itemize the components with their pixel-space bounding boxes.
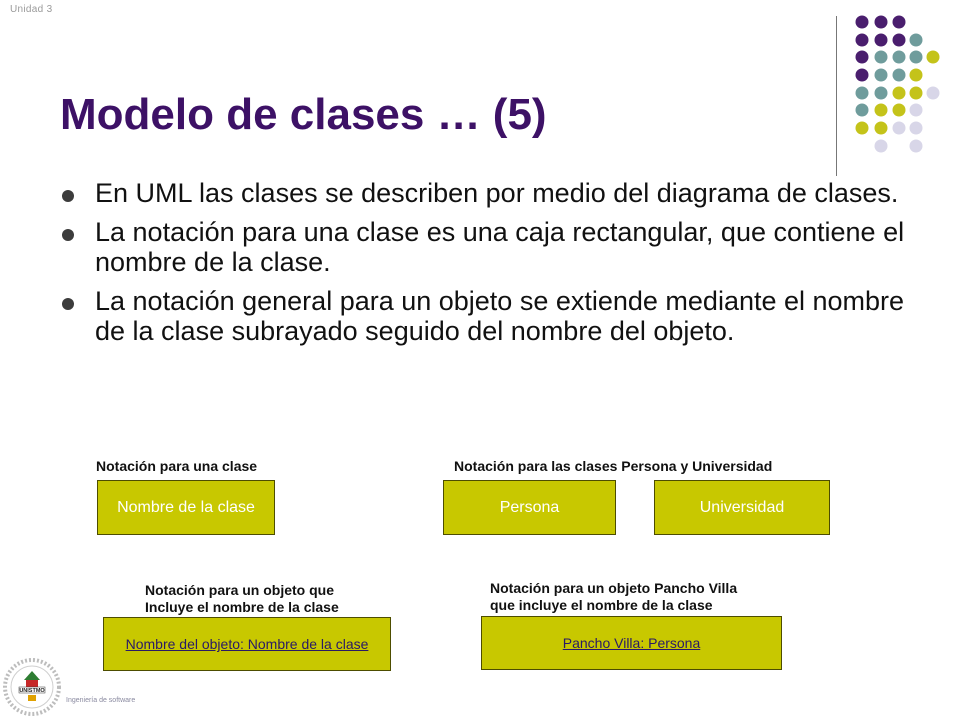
class-box: Nombre de la clase bbox=[97, 480, 275, 535]
bullet-item bbox=[62, 217, 912, 277]
bullet-dot-icon bbox=[62, 229, 74, 241]
svg-text:UNISTMO: UNISTMO bbox=[19, 688, 45, 694]
footer-course-label: Ingeniería de software bbox=[66, 697, 136, 704]
bullet-text: La notación general para un objeto se extiende mediante el nombre de la clase subrayado seguido del nombre del objeto. bbox=[95, 286, 905, 346]
unit-label: Unidad 3 bbox=[10, 4, 53, 15]
object-notation-caption-line1: Notación para un objeto que bbox=[145, 582, 335, 598]
pancho-notation-caption-line1: Notación para un objeto Pancho Villa bbox=[490, 580, 738, 596]
bullet-list bbox=[62, 178, 912, 355]
bullet-text: En UML las clases se describen por medio del diagrama de clases. bbox=[95, 178, 899, 208]
bullet-dot-icon bbox=[62, 298, 74, 310]
divider-line bbox=[836, 16, 837, 176]
object-box: Nombre del objeto: Nombre de la clase bbox=[103, 617, 391, 671]
bullet-item bbox=[62, 286, 912, 346]
bullet-dot-icon bbox=[62, 190, 74, 202]
class-notation-caption: Notación para una clase bbox=[96, 458, 258, 474]
object-notation-caption-line2: Incluye el nombre de la clase bbox=[145, 599, 339, 615]
bullet-text: La notación para una clase es una caja rectangular, que contiene el nombre de la clase. bbox=[95, 217, 905, 277]
pancho-notation-caption-line2: que incluye el nombre de la clase bbox=[490, 597, 713, 613]
slide-title: Modelo de clases … (5) bbox=[60, 90, 547, 139]
universidad-class-box: Universidad bbox=[654, 480, 830, 535]
university-logo bbox=[2, 656, 62, 718]
classes-notation-caption: Notación para las clases Persona y Universidad bbox=[454, 458, 773, 474]
dot-grid-group bbox=[856, 16, 940, 153]
pancho-object-box: Pancho Villa: Persona bbox=[481, 616, 782, 670]
persona-class-box: Persona bbox=[443, 480, 616, 535]
bullet-item bbox=[62, 178, 912, 208]
